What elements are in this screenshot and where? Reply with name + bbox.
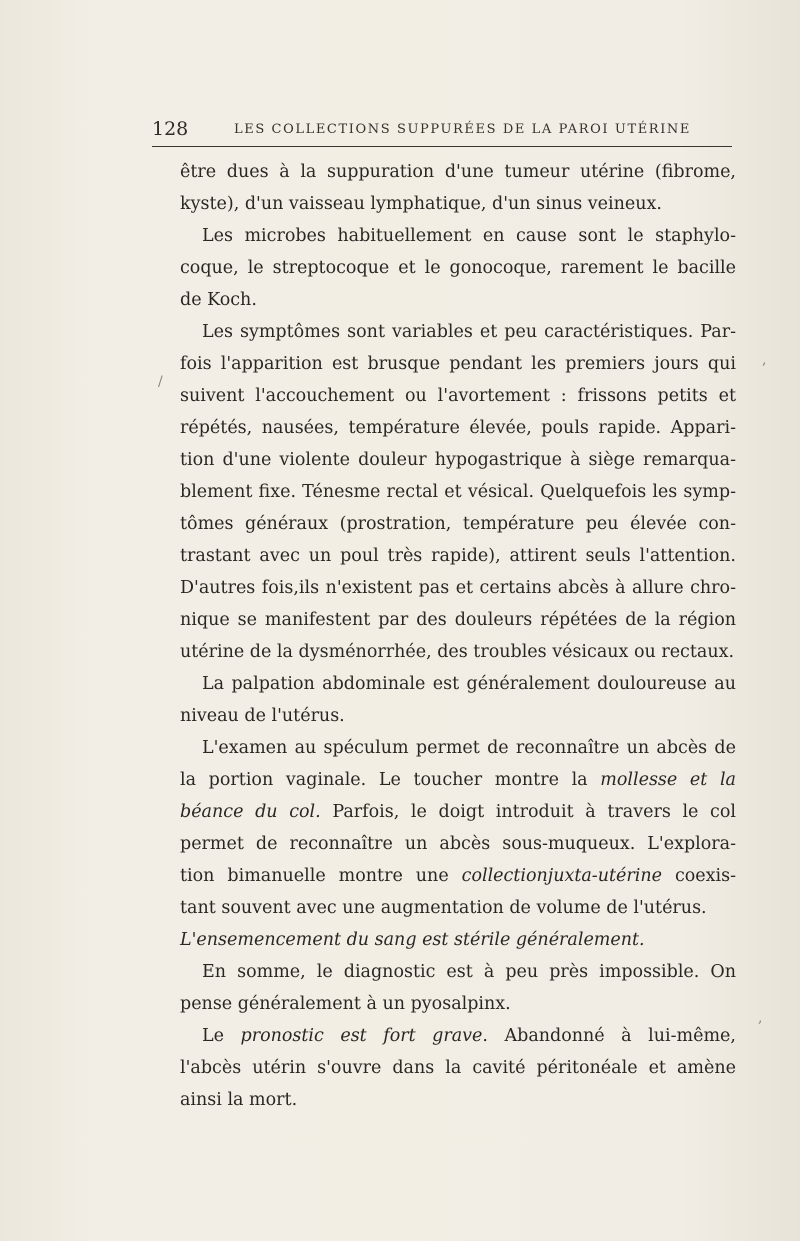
margin-mark: , [758,1010,763,1026]
text-line: répétés, nausées, température élevée, pouls rapide. Appari- [180,418,736,438]
text-line: niveau de l'utérus. [180,706,345,726]
text-line: la portion vaginale. Le toucher montre la mollesse et la [180,770,736,790]
text-line: D'autres fois,ils n'existent pas et certains abcès à allure chro- [180,578,736,598]
page-number: 128 [152,118,189,140]
text-line: Les symptômes sont variables et peu caractéristiques. Par- [202,322,736,342]
text-line: La palpation abdominale est généralement douloureuse au [202,674,736,694]
text-line: béance du col. Parfois, le doigt introduit à travers le col [180,802,736,822]
text-line: tômes généraux (prostration, température peu élevée con- [180,514,736,534]
text-line: suivent l'accouchement ou l'avortement : frissons petits et [180,386,736,406]
text-line: L'examen au spéculum permet de reconnaître un abcès de [202,738,736,758]
page-header [152,112,732,147]
text-line: blement fixe. Ténesme rectal et vésical. Quelquefois les symp- [180,482,736,502]
text-line: Le pronostic est fort grave. Abandonné à lui-même, [202,1026,736,1046]
text-line: ainsi la mort. [180,1090,298,1110]
text-line: être dues à la suppuration d'une tumeur utérine (fibrome, [180,162,736,182]
text-line: l'abcès utérin s'ouvre dans la cavité péritonéale et amène [180,1058,736,1078]
text-line: de Koch. [180,290,257,310]
text-line: nique se manifestent par des douleurs répétées de la région [180,610,736,630]
text-line: tion bimanuelle montre une collectionjuxta-utérine coexis- [180,866,736,886]
margin-mark: / [158,374,163,390]
text-line: trastant avec un poul très rapide), attirent seuls l'attention. [180,546,736,566]
text-line: tion d'une violente douleur hypogastrique à siège remarqua- [180,450,736,470]
text-line: permet de reconnaître un abcès sous-muqueux. L'explora- [180,834,736,854]
text-line: pense généralement à un pyosalpinx. [180,994,511,1014]
text-line: utérine de la dysménorrhée, des troubles vésicaux ou rectaux. [180,642,735,662]
text-line: L'ensemencement du sang est stérile généralement. [180,930,645,950]
text-line: coque, le streptocoque et le gonocoque, rarement le bacille [180,258,736,278]
text-line: kyste), d'un vaisseau lymphatique, d'un sinus veineux. [180,194,662,214]
text-line: Les microbes habituellement en cause sont le staphylo- [202,226,736,246]
margin-mark: , [762,352,767,368]
text-line: fois l'apparition est brusque pendant les premiers jours qui [180,354,736,374]
running-title: LES COLLECTIONS SUPPURÉES DE LA PAROI UTÉRINE [234,122,691,137]
text-line: En somme, le diagnostic est à peu près impossible. On [202,962,736,982]
text-line: tant souvent avec une augmentation de volume de l'utérus. [180,898,707,918]
